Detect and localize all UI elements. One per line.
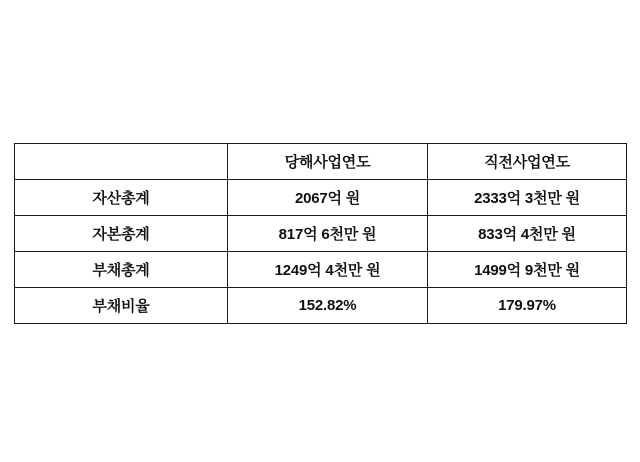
cell-total-liabilities-previous: 1499억 9천만 원: [428, 252, 627, 288]
finance-table: [14, 143, 627, 324]
cell-total-equity-previous: 833억 4천만 원: [428, 216, 627, 252]
table-header-row: [15, 144, 627, 180]
table-row: [15, 252, 627, 288]
column-header-current-year: 당해사업연도: [228, 144, 428, 180]
cell-total-liabilities-current: 1249억 4천만 원: [228, 252, 428, 288]
table-corner-cell: [15, 144, 228, 180]
row-label-debt-ratio: 부채비율: [15, 288, 228, 324]
cell-debt-ratio-current: 152.82%: [228, 288, 428, 324]
cell-debt-ratio-previous: 179.97%: [428, 288, 627, 324]
row-label-total-assets: 자산총계: [15, 180, 228, 216]
column-header-previous-year: 직전사업연도: [428, 144, 627, 180]
cell-total-assets-previous: 2333억 3천만 원: [428, 180, 627, 216]
finance-table-container: [14, 143, 626, 324]
row-label-total-liabilities: 부채총계: [15, 252, 228, 288]
table-row: [15, 288, 627, 324]
row-label-total-equity: 자본총계: [15, 216, 228, 252]
table-row: [15, 216, 627, 252]
table-row: [15, 180, 627, 216]
cell-total-equity-current: 817억 6천만 원: [228, 216, 428, 252]
cell-total-assets-current: 2067억 원: [228, 180, 428, 216]
